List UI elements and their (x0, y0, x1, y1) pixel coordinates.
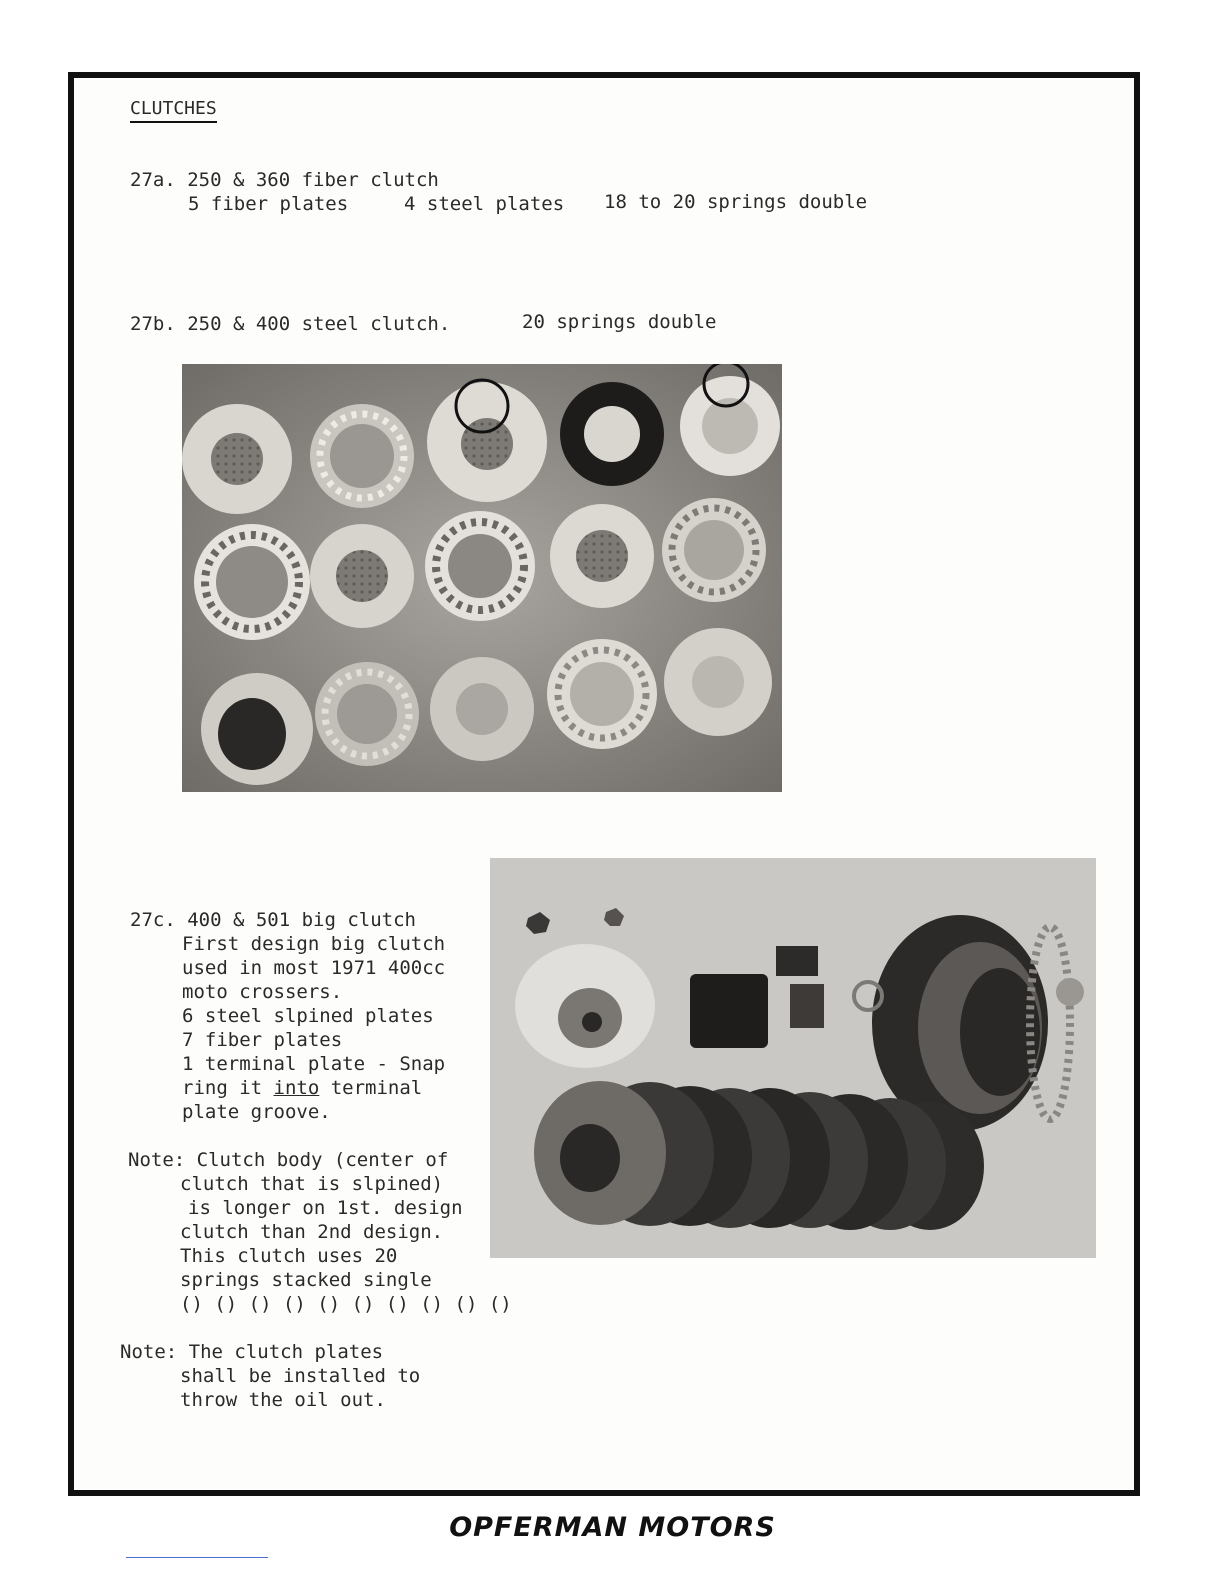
plate-r3c2 (315, 662, 419, 766)
section-27c-line-1: 27c. 400 & 501 big clutch (130, 909, 416, 931)
note-1-line-3: is longer on 1st. design (188, 1197, 463, 1219)
section-27a-fiber: 5 fiber plates (188, 193, 349, 215)
note-1-line-5: This clutch uses 20 (180, 1245, 398, 1267)
note-1-line-2: clutch that is slpined) (180, 1173, 444, 1195)
section-27a-springs: 18 to 20 springs double (604, 191, 868, 213)
plate-r2c3 (425, 511, 535, 621)
section-27c-line-8-pre: ring it (182, 1077, 274, 1099)
note-1-line-4: clutch than 2nd design. (180, 1221, 444, 1243)
section-27c-line-2: First design big clutch (182, 933, 446, 955)
footer-rule (126, 1557, 268, 1558)
plate-r2c5 (662, 498, 766, 602)
note-2-line-3: throw the oil out. (180, 1389, 386, 1411)
section-27c-line-4: moto crossers. (182, 981, 343, 1003)
plate-r1c4 (560, 382, 664, 486)
section-27c-line-3: used in most 1971 400cc (182, 957, 446, 979)
footer-brand: OPFERMAN MOTORS (449, 1512, 776, 1543)
clutch-plates-photo (182, 364, 782, 792)
note-2-line-1: Note: The clutch plates (120, 1341, 384, 1363)
note-2-line-2: shall be installed to (180, 1365, 421, 1387)
section-27c-line-5: 6 steel slpined plates (182, 1005, 434, 1027)
section-27c-line-6: 7 fiber plates (182, 1029, 343, 1051)
plate-r3c5 (664, 628, 772, 736)
plate-r3c1 (201, 673, 313, 785)
section-27c-line-8-post: terminal (319, 1077, 423, 1099)
plate-r2c2 (310, 524, 414, 628)
plate-r3c3 (430, 657, 534, 761)
section-27b-springs: 20 springs double (522, 311, 717, 333)
big-clutch-photo (490, 858, 1096, 1258)
note-1-line-1: Note: Clutch body (center of (128, 1149, 449, 1171)
section-27c-underlined-into: into (273, 1077, 320, 1099)
section-27b-title: 27b. 250 & 400 steel clutch. (130, 313, 451, 335)
plate-r1c1 (182, 404, 292, 514)
page-heading: CLUTCHES (130, 98, 217, 123)
plate-r2c4 (550, 504, 654, 608)
section-27c-line-7: 1 terminal plate - Snap (182, 1053, 446, 1075)
section-27a-steel: 4 steel plates (404, 193, 565, 215)
plate-r1c2 (310, 404, 414, 508)
section-27c-line-8 (182, 1076, 422, 1100)
note-1-spring-diagram: () () () () () () () () () () (180, 1293, 512, 1315)
note-1-line-6: springs stacked single (180, 1269, 432, 1291)
plate-r2c1 (194, 524, 310, 640)
section-27c-line-9: plate groove. (182, 1101, 331, 1123)
plate-r3c4 (547, 639, 657, 749)
section-27a-title: 27a. 250 & 360 fiber clutch (130, 169, 439, 191)
pressure-plate (515, 944, 655, 1068)
